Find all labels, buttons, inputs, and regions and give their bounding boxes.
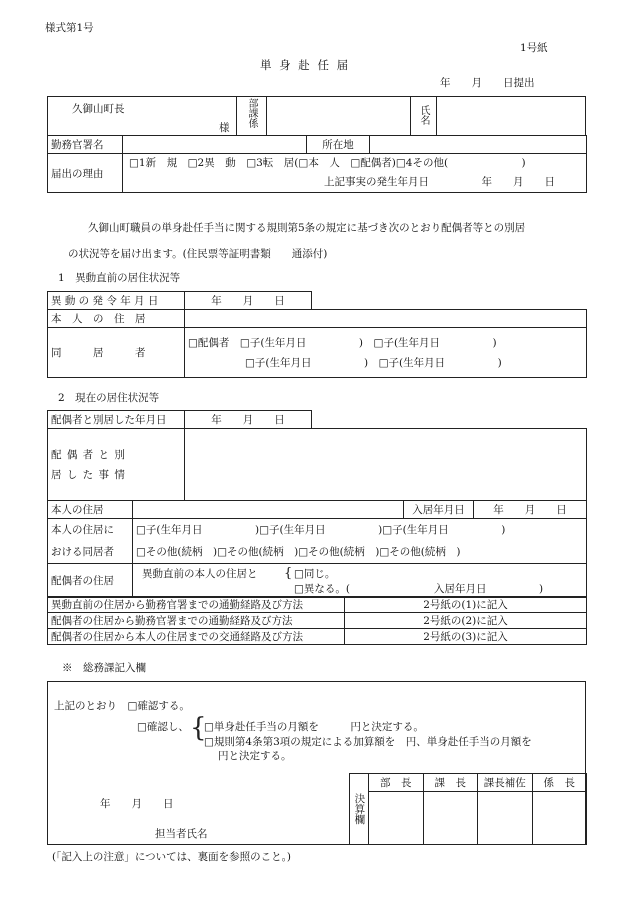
section2-table	[47, 410, 587, 501]
sama-label: 様	[219, 122, 230, 134]
section2-table-b	[47, 500, 587, 598]
route-value-2: 2号紙の(2)に記入	[345, 613, 587, 629]
office-field[interactable]	[123, 136, 307, 154]
move-date-label: 異 動 の 発 令 年 月 日	[48, 292, 185, 310]
footer-note: (「記入上の注意」については、裏面を参照のこと。)	[52, 851, 291, 863]
route-value-3: 2号紙の(3)に記入	[345, 629, 587, 645]
own-residence-field[interactable]	[133, 501, 404, 519]
stamp-box-2[interactable]	[423, 792, 478, 845]
cohabitants-line-1[interactable]: □子(生年月日 )□子(生年月日 )□子(生年月日 )	[136, 524, 506, 536]
cohabitants-line-2[interactable]: □その他(続柄 )□その他(続柄 )□その他(続柄 )□その他(続柄 )	[136, 546, 461, 558]
reason-label: 届出の理由	[48, 154, 123, 193]
move-date-value[interactable]: 年 月 日	[185, 292, 312, 310]
fact-date: 上記事実の発生年月日 年 月 日	[324, 176, 555, 188]
stamp-box-1[interactable]	[369, 792, 424, 845]
residence-label: 本 人 の 住 居	[48, 310, 185, 328]
separate-date-value[interactable]: 年 月 日	[185, 411, 312, 429]
stamp-box-4[interactable]	[532, 792, 587, 845]
addressee: 久御山町長	[72, 103, 125, 115]
circumstance-label-1: 配 偶 者 と 別	[51, 448, 126, 461]
brace-icon-2: {	[190, 713, 207, 743]
spouse-residence-prefix: 異動直前の本人の住居と	[142, 567, 258, 580]
cohabit-line-2[interactable]: □子(生年月日 ) □子(生年月日 )	[245, 356, 502, 369]
approver-3: 課長補佐	[478, 774, 533, 792]
cohabit-label: 同 居 者	[48, 328, 185, 378]
decision-option-1[interactable]: □単身赴任手当の月額を 円と決定する。	[204, 721, 424, 733]
office-reason-table	[47, 135, 587, 193]
route-value-1: 2号紙の(1)に記入	[345, 597, 587, 613]
route-label-2: 配偶者の住居から勤務官署までの通勤経路及び方法	[48, 613, 345, 629]
residence-field[interactable]	[185, 310, 587, 328]
approver-4: 係 長	[532, 774, 587, 792]
spouse-same[interactable]: □同じ。	[294, 567, 336, 580]
circumstance-field[interactable]	[185, 429, 587, 501]
intro-line-1: 久御山町職員の単身赴任手当に関する規則第5条の規定に基づき次のとおり配偶者等との別居	[88, 222, 526, 234]
approver-1: 部 長	[369, 774, 424, 792]
move-in-value[interactable]: 年 月 日	[474, 501, 587, 519]
spouse-different[interactable]: □異なる。( 入居年月日 )	[294, 582, 544, 595]
office-date: 年 月 日	[100, 798, 174, 810]
decision-option-2[interactable]: □規則第4条第3項の規定による加算額を 円、単身赴任手当の月額を	[204, 736, 532, 748]
route-label-3: 配偶者の住居から本人の住居までの交通経路及び方法	[48, 629, 345, 645]
own-residence-label: 本人の住居	[48, 501, 133, 519]
route-table	[47, 596, 587, 645]
cohabit-line-1[interactable]: □配偶者 □子(生年月日 ) □子(生年月日 )	[188, 336, 497, 349]
circumstance-label-2: 居 し た 事 情	[51, 468, 126, 481]
addressee-box	[47, 96, 586, 136]
confirm-and[interactable]: □確認し、	[137, 721, 189, 733]
name-label: 氏名	[418, 105, 429, 125]
office-use-heading: ※ 総務課記入欄	[62, 662, 146, 674]
route-label-1: 異動直前の住居から勤務官署までの通勤経路及び方法	[48, 597, 345, 613]
location-label: 所在地	[307, 136, 370, 154]
office-label: 勤務官署名	[48, 136, 123, 154]
submission-date: 年 月 日提出	[440, 77, 535, 89]
location-field[interactable]	[370, 136, 587, 154]
section1-heading: 1 異動直前の居住状況等	[58, 272, 181, 284]
page-number: 1号紙	[520, 42, 548, 54]
approval-label: 決算欄	[353, 793, 366, 825]
form-number: 様式第1号	[45, 22, 94, 34]
brace-icon: {	[284, 565, 293, 581]
dept-value-field[interactable]	[266, 96, 267, 136]
approver-2: 課 長	[423, 774, 478, 792]
approval-table	[349, 773, 587, 845]
stamp-box-3[interactable]	[478, 792, 533, 845]
cohabitants-label-2: おける同居者	[51, 546, 114, 558]
section2-heading: 2 現在の居住状況等	[58, 392, 160, 404]
dept-label: 部課係	[246, 98, 257, 128]
spouse-residence-label: 配偶者の住居	[48, 564, 133, 598]
intro-line-2: の状況等を届け出ます。(住民票等証明書類 通添付)	[68, 248, 328, 260]
section1-table	[47, 291, 587, 378]
as-above[interactable]: 上記のとおり □確認する。	[54, 700, 190, 712]
cohabitants-label-1: 本人の住居に	[51, 524, 114, 536]
move-in-label: 入居年月日	[404, 501, 474, 519]
form-title: 単 身 赴 任 届	[260, 58, 351, 72]
separate-date-label: 配偶者と別居した年月日	[48, 411, 185, 429]
reason-options[interactable]: □1新 規 □2異 動 □3転 居(□本 人 □配偶者)□4その他( )	[129, 157, 526, 169]
decision-option-2b: 円と決定する。	[218, 750, 292, 762]
person-in-charge: 担当者氏名	[155, 828, 208, 840]
